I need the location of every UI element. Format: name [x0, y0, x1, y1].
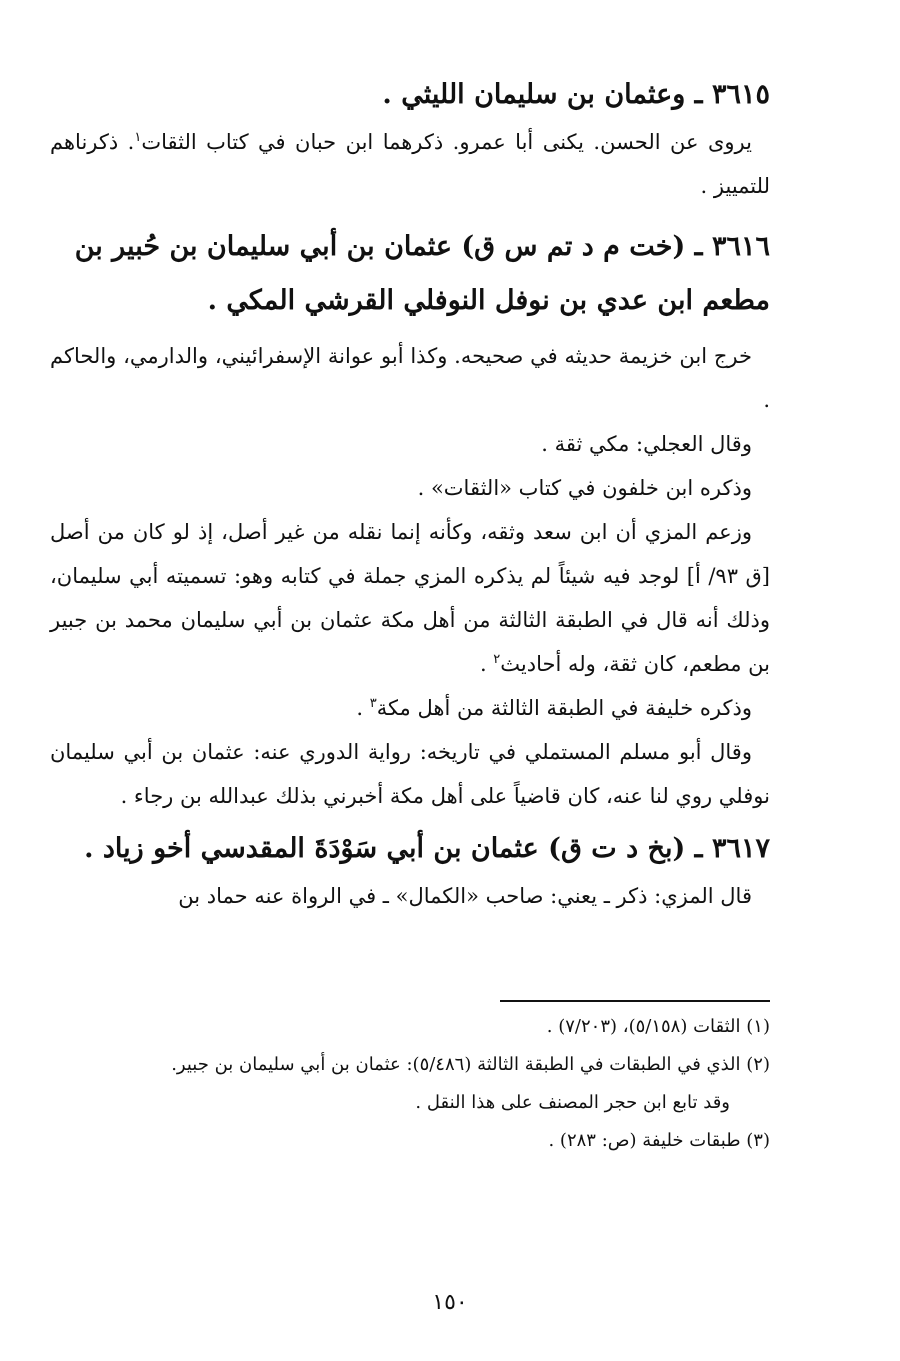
- footnote-ref-3[interactable]: ٣: [369, 696, 377, 711]
- entry-paragraph: وقال العجلي: مكي ثقة .: [541, 432, 752, 456]
- footnote-2: (٢) الذي في الطبقات في الطبقة الثالثة (٥/٤٨٦): عثمان بن أبي سليمان بن جبير.: [171, 1054, 770, 1075]
- paragraph-text: يروى عن الحسن. يكنى أبا عمرو. ذكرهما ابن حبان في كتاب الثقات: [141, 130, 752, 154]
- footnote-1: (١) الثقات (٥/١٥٨)، (٧/٢٠٣) .: [546, 1016, 770, 1037]
- entry-paragraph: [50, 120, 770, 208]
- paragraph-text: وزعم المزي أن ابن سعد وثقه، وكأنه إنما نقله من غير أصل، إذ لو كان من أصل [ق ٩٣/ أ] لوجد فيه شيئاً لم يذكره المزي جملة في كتابه وهو: تسميته أبي سليمان، وذلك أنه قال في الطبقة الثالثة من أهل مكة عثمان بن أبي سليمان محمد بن جبير بن مطعم، كان ثقة، وله أحاديث: [50, 520, 770, 676]
- entry-paragraph: [50, 510, 770, 686]
- entry-heading-3617: ٣٦١٧ ـ (بخ د ت ق) عثمان بن أبي سَوْدَةَ المقدسي أخو زياد .: [84, 833, 770, 864]
- paragraph-text: وذكره خليفة في الطبقة الثالثة من أهل مكة: [376, 696, 752, 720]
- footnote-ref-1[interactable]: ١: [134, 130, 142, 145]
- entry-paragraph: خرج ابن خزيمة حديثه في صحيحه. وكذا أبو عوانة الإسفرائيني، والدارمي، والحاكم .: [50, 344, 770, 412]
- paragraph-text: . ذكرناهم للتمييز .: [50, 130, 770, 198]
- paragraph-text: .: [356, 696, 370, 720]
- page-number: ١٥٠: [432, 1290, 468, 1315]
- entry-paragraph: قال المزي: ذكر ـ يعني: صاحب «الكمال» ـ في الرواة عنه حماد بن: [178, 884, 752, 908]
- entry-heading-3616: ٣٦١٦ ـ (خت م د تم س ق) عثمان بن أبي سليمان بن حُبير بن مطعم ابن عدي بن نوفل النوفلي القرشي المكي .: [74, 231, 770, 316]
- footnote-ref-2[interactable]: ٢: [493, 652, 501, 667]
- entry-paragraph: [50, 686, 770, 730]
- footnote-2-continued: وقد تابع ابن حجر المصنف على هذا النقل .: [415, 1092, 730, 1113]
- footnote-separator: [500, 1000, 770, 1002]
- page-body: [50, 60, 770, 1320]
- paragraph-text: .: [479, 652, 494, 676]
- spacer: [50, 208, 770, 220]
- entry-paragraph: وذكره ابن خلفون في كتاب «الثقات» .: [417, 476, 752, 500]
- footnotes: [50, 1008, 770, 1160]
- entry-paragraph: وقال أبو مسلم المستملي في تاريخه: رواية الدوري عنه: عثمان بن أبي سليمان نوفلي روي لنا عنه، كان قاضياً على أهل مكة أخبرني بذلك عبدالله بن رجاء .: [50, 740, 770, 808]
- entry-heading-3615: ٣٦١٥ ـ وعثمان بن سليمان الليثي .: [382, 79, 770, 110]
- footnote-3: (٣) طبقات خليفة (ص: ٢٨٣) .: [548, 1130, 770, 1151]
